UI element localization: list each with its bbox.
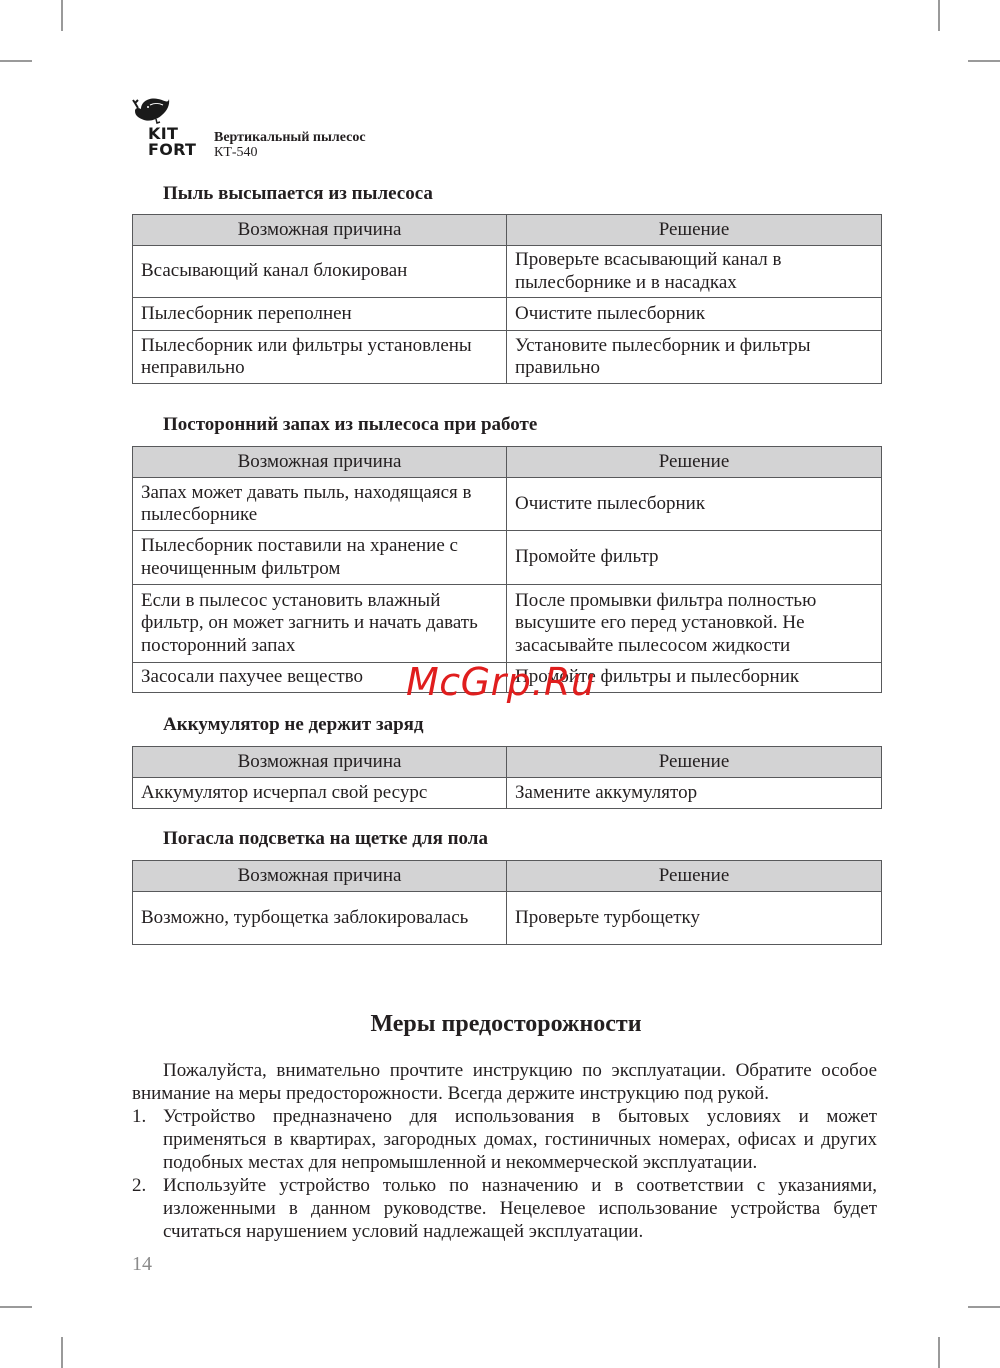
precautions-heading: Меры предосторожности (370, 1011, 642, 1037)
list-item (132, 1174, 877, 1243)
cause-cell: Возможно, турбощетка заблокировалась (133, 892, 507, 945)
crop-mark-bottom-left-vertical (61, 1337, 63, 1368)
document-header (214, 130, 366, 160)
solution-cell: Очистите пылесборник (507, 478, 882, 531)
page-number: 14 (132, 1253, 152, 1275)
section-title-dust-spills: Пыль высыпается из пылесоса (163, 183, 433, 204)
section-title-odor: Посторонний запах из пылесоса при работе (163, 414, 538, 435)
kitfort-logo (132, 95, 202, 160)
solution-cell: Проверьте турбощетку (507, 892, 882, 945)
table-row (133, 585, 882, 663)
watermark: McGrp.Ru (406, 660, 596, 704)
table-header-row (133, 861, 882, 892)
crop-mark-top-left-vertical (61, 0, 63, 31)
table-row (133, 298, 882, 331)
troubleshooting-table-dust-spills (132, 214, 882, 384)
product-name: Вертикальный пылесос (214, 130, 366, 145)
column-header-solution: Решение (507, 861, 882, 892)
solution-cell: Промойте фильтры и пылесборник (507, 663, 882, 693)
troubleshooting-table-odor (132, 446, 882, 693)
table-row (133, 478, 882, 531)
crop-mark-top-right-vertical (938, 0, 940, 31)
cause-cell: Засосали пахучее вещество (133, 663, 507, 693)
solution-cell: Установите пылесборник и фильтры правильно (507, 331, 882, 384)
solution-cell: После промывки фильтра полностью высушите его перед установкой. Не засасывайте пылесосом жидкости (507, 585, 882, 663)
list-item-text: Используйте устройство только по назначению и в соответствии с указаниями, изложенными в данном руководстве. Нецелевое использование устройства будет считаться нарушением условий надлежащей эксплуатации. (163, 1175, 877, 1242)
list-item (132, 1105, 877, 1174)
precautions-intro: Пожалуйста, внимательно прочтите инструкцию по эксплуатации. Обратите особое внимание на меры предосторожности. Всегда держите инструкцию под рукой. (132, 1060, 877, 1104)
cause-cell: Пылесборник переполнен (133, 298, 507, 331)
list-item-text: Устройство предназначено для использования в бытовых условиях и может применяться в квартирах, загородных домах, гостиничных номерах, офисах и других подобных местах для непромышленной и некоммерческой эксплуатации. (163, 1106, 877, 1173)
troubleshooting-table-brush-light (132, 860, 882, 945)
solution-cell: Очистите пылесборник (507, 298, 882, 331)
column-header-cause: Возможная причина (133, 861, 507, 892)
column-header-solution: Решение (507, 747, 882, 778)
table-row (133, 246, 882, 298)
whale-plug-icon (132, 95, 172, 125)
column-header-solution: Решение (507, 447, 882, 478)
crop-mark-bottom-right-vertical (938, 1337, 940, 1368)
column-header-solution: Решение (507, 215, 882, 246)
column-header-cause: Возможная причина (133, 447, 507, 478)
logo-text-kit: KIT (148, 124, 179, 143)
cause-cell: Всасывающий канал блокирован (133, 246, 507, 298)
solution-cell: Промойте фильтр (507, 531, 882, 585)
crop-mark-bottom-left-horizontal (0, 1306, 32, 1308)
table-row (133, 892, 882, 945)
cause-cell: Пылесборник или фильтры установлены неправильно (133, 331, 507, 384)
table-header-row (133, 747, 882, 778)
cause-cell: Аккумулятор исчерпал свой ресурс (133, 778, 507, 809)
section-title-battery: Аккумулятор не держит заряд (163, 714, 424, 735)
table-header-row (133, 215, 882, 246)
list-item-number: 2. (132, 1175, 147, 1196)
product-model: КТ-540 (214, 145, 258, 160)
cause-cell: Пылесборник поставили на хранение с неочищенным фильтром (133, 531, 507, 585)
table-row (133, 531, 882, 585)
solution-cell: Замените аккумулятор (507, 778, 882, 809)
precautions-list (132, 1105, 877, 1243)
table-header-row (133, 447, 882, 478)
column-header-cause: Возможная причина (133, 215, 507, 246)
table-row (133, 331, 882, 384)
column-header-cause: Возможная причина (133, 747, 507, 778)
list-item-number: 1. (132, 1106, 147, 1127)
crop-mark-bottom-right-horizontal (968, 1306, 1000, 1308)
cause-cell: Запах может давать пыль, находящаяся в пылесборнике (133, 478, 507, 531)
precautions-body (132, 1059, 877, 1243)
solution-cell: Проверьте всасывающий канал в пылесборнике и в насадках (507, 246, 882, 298)
crop-mark-top-left-horizontal (0, 60, 32, 62)
logo-text-fort: FORT (148, 140, 197, 159)
crop-mark-top-right-horizontal (968, 60, 1000, 62)
table-row (133, 778, 882, 809)
troubleshooting-table-battery (132, 746, 882, 809)
cause-cell: Если в пылесос установить влажный фильтр, он может загнить и начать давать посторонний запах (133, 585, 507, 663)
section-title-brush-light: Погасла подсветка на щетке для пола (163, 828, 488, 849)
